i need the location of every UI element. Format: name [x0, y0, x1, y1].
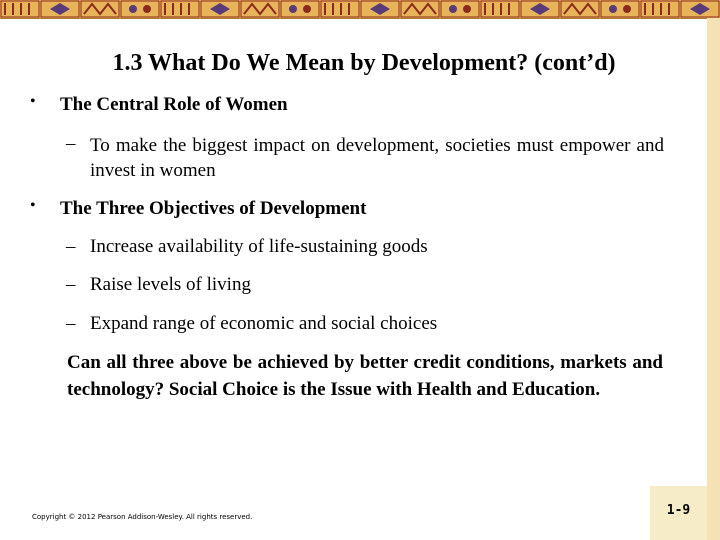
sub-bullet-text: Increase availability of life-sustaining goods: [90, 236, 428, 257]
copyright-notice: Copyright © 2012 Pearson Addison-Wesley. All rights reserved.: [32, 513, 253, 521]
page-number: 1-9: [666, 503, 691, 518]
border-tile: [601, 1, 639, 17]
border-tile: [441, 1, 479, 17]
dash-glyph: –: [66, 133, 76, 154]
border-tile: [521, 1, 559, 17]
dash-glyph: –: [66, 313, 76, 334]
decorative-side-strip: [707, 18, 720, 540]
question-paragraph: Can all three above be achieved by better credit conditions, markets and technology? Social Choice is the Issue with Health and Education.: [67, 352, 663, 400]
border-tile: [681, 1, 719, 17]
dash-glyph: –: [66, 274, 76, 295]
bullet-text: The Three Objectives of Development: [60, 198, 367, 219]
page-number-box: [650, 486, 707, 540]
border-tile: [201, 1, 239, 17]
bullet-dot-icon: •: [30, 93, 36, 110]
border-tile: [241, 1, 279, 17]
border-tile: [1, 1, 39, 17]
border-tile: [361, 1, 399, 17]
bullet-text: The Central Role of Women: [60, 94, 288, 115]
decorative-top-border: [0, 0, 720, 19]
border-tile: [41, 1, 79, 17]
border-tile: [81, 1, 119, 17]
border-tile: [401, 1, 439, 17]
border-tile: [281, 1, 319, 17]
sub-bullet-text: To make the biggest impact on development, societies must empower and invest in women: [90, 135, 664, 181]
border-tile: [121, 1, 159, 17]
bullet-dot-icon: •: [30, 197, 36, 214]
sub-bullet-text: Expand range of economic and social choices: [90, 313, 438, 334]
dash-glyph: –: [66, 236, 76, 257]
border-pattern: [0, 0, 720, 18]
border-tile: [161, 1, 199, 17]
border-tile: [561, 1, 599, 17]
slide-title: 1.3 What Do We Mean by Development? (cont’d): [112, 50, 616, 76]
sub-bullet-text: Raise levels of living: [90, 274, 251, 295]
border-tile: [321, 1, 359, 17]
border-tile: [641, 1, 679, 17]
border-tile: [481, 1, 519, 17]
